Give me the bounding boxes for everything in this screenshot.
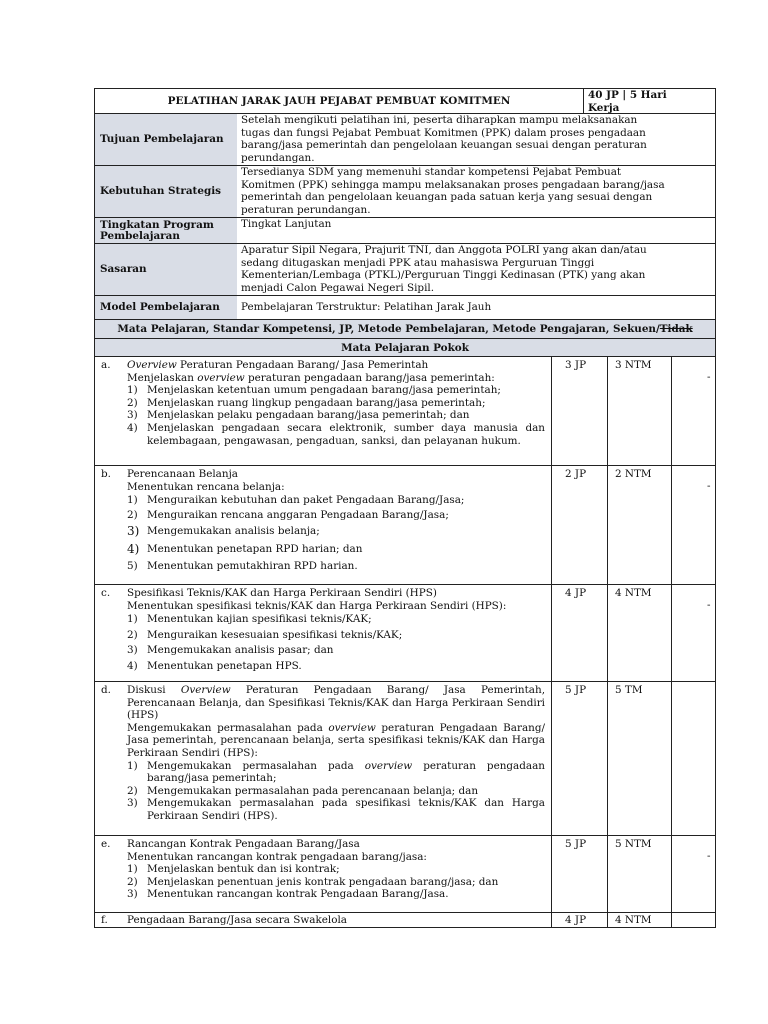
list-item: 2) Menguraikan kesesuaian spesifikasi teknis/KAK;: [127, 628, 403, 641]
subject-row-e: e. Rancangan Kontrak Pengadaan Barang/Jasa Menentukan rancangan kontrak pengadaan barang/jasa: 1) Menjelaskan bentuk dan isi kontrak; 2) Menjelaskan penentuan jenis kontrak pengadaan barang/jasa; dan 3) Menentukan rancangan kontrak Pengadaan Barang/Jasa. 5 JP 5 NTM -: [94, 836, 716, 913]
ntm-value: 5 NTM: [615, 838, 652, 850]
subject-row-a: a. Overview Peraturan Pengadaan Barang/ Jasa Pemerintah Menjelaskan overview peraturan pengadaan barang/jasa pemerintah: 1) Menjelaskan ketentuan umum pengadaan barang/jasa pemerintah; 2) Menjelaskan ruang lingkup pengadaan barang/jasa pemerintah; 3) Menjelaskan pelaku pengadaan barang/jasa pemerintah; dan 4) Menjelaskan pengadaan secara elektronik, sumber daya manusia dan kelembagaan, pengawasan, pengaduan, sanksi, dan pelayanan hukum. 3 JP 3 NTM -: [94, 357, 716, 466]
list-item: 1) Mengemukakan permasalahan pada overview peraturan pengadaan barang/jasa pemerintah;: [127, 759, 545, 785]
subject-title: Overview Peraturan Pengadaan Barang/ Jasa Pemerintah: [127, 359, 429, 371]
info-label: Tingkatan Program Pembelajaran: [100, 218, 214, 242]
sequence-value: -: [707, 480, 711, 492]
subject-intro: Menentukan rancangan kontrak pengadaan barang/jasa:: [127, 850, 427, 863]
ntm-value: 2 NTM: [615, 468, 652, 480]
list-item: 3) Mengemukakan analisis pasar; dan: [127, 644, 334, 657]
info-label: Tujuan Pembelajaran: [100, 133, 224, 146]
info-value: Tersedianya SDM yang memenuhi standar kompetensi Pejabat Pembuat Komitmen (PPK) sehingga mampu melaksanakan proses pengadaan barang/jasa pemerintah dan pengelolaan keuangan pada satuan kerja yang sesuai dengan peraturan perundangan.: [237, 166, 715, 217]
list-item: 1) Menjelaskan ketentuan umum pengadaan barang/jasa pemerintah;: [127, 384, 501, 397]
list-item: 2) Menguraikan rencana anggaran Pengadaan Barang/Jasa;: [127, 508, 449, 521]
info-value: Setelah mengikuti pelatihan ini, peserta diharapkan mampu melaksanakan tugas dan fungsi Pejabat Pembuat Komitmen (PPK) dalam proses pengadaan barang/jasa pemerintah dan pengelolaan keuangan sesuai dengan peraturan perundangan.: [237, 114, 715, 165]
subject-intro: Menjelaskan overview peraturan pengadaan barang/jasa pemerintah:: [127, 371, 495, 384]
list-item: 2) Menjelaskan ruang lingkup pengadaan barang/jasa pemerintah;: [127, 396, 486, 409]
ntm-value: 5 TM: [615, 684, 643, 696]
list-item: 4) Menentukan penetapan HPS.: [127, 659, 302, 672]
sequence-value: -: [707, 371, 711, 383]
list-item: 4) Menentukan penetapan RPD harian; dan: [127, 541, 363, 556]
document-table: [94, 88, 716, 928]
sequence-value: -: [707, 599, 711, 611]
jp-value: 2 JP: [565, 468, 587, 480]
jp-value: 4 JP: [565, 914, 587, 926]
info-row-model: [94, 296, 716, 320]
subject-row-f: f. Pengadaan Barang/Jasa secara Swakelola 4 JP 4 NTM: [94, 913, 716, 928]
ntm-value: 4 NTM: [615, 914, 652, 926]
program-duration: 40 JP | 5 Hari Kerja: [588, 89, 667, 114]
header-row: [94, 88, 716, 114]
subject-row-c: c. Spesifikasi Teknis/KAK dan Harga Perkiraan Sendiri (HPS) Menentukan spesifikasi teknis/KAK dan Harga Perkiraan Sendiri (HPS): 1) Menentukan kajian spesifikasi teknis/KAK; 2) Menguraikan kesesuaian spesifikasi teknis/KAK; 3) Mengemukakan analisis pasar; dan 4) Menentukan penetapan HPS. 4 JP 4 NTM -: [94, 585, 716, 682]
subject-intro: Mengemukakan permasalahan pada overview peraturan Pengadaan Barang/ Jasa pemerintah, perencanaan belanja, serta spesifikasi teknis/KAK dan Harga Perkiraan Sendiri (HPS):: [127, 721, 545, 759]
list-item: 3) Menentukan rancangan kontrak Pengadaan Barang/Jasa.: [127, 888, 449, 901]
program-title: PELATIHAN JARAK JAUH PEJABAT PEMBUAT KOMITMEN: [167, 94, 511, 107]
section-header-text: Mata Pelajaran, Standar Kompetensi, JP, Metode Pembelajaran, Metode Pengajaran, Sekuen/ Tidak: [117, 323, 693, 335]
section-header: [94, 320, 716, 339]
info-row-sasaran: [94, 244, 716, 296]
jp-value: 5 JP: [565, 838, 587, 850]
subject-intro: Menentukan spesifikasi teknis/KAK dan Harga Perkiraan Sendiri (HPS):: [127, 599, 507, 612]
info-row-tujuan: [94, 114, 716, 166]
subsection-header-text: Mata Pelajaran Pokok: [341, 341, 469, 354]
info-value: Tingkat Lanjutan: [237, 218, 715, 243]
info-value: Pembelajaran Terstruktur: Pelatihan Jarak Jauh: [237, 296, 715, 319]
list-item: 3) Menjelaskan pelaku pengadaan barang/jasa pemerintah; dan: [127, 409, 470, 422]
info-label: Model Pembelajaran: [100, 301, 220, 314]
info-label: Sasaran: [100, 263, 147, 276]
info-row-tingkatan: [94, 218, 716, 244]
subject-intro: Menentukan rencana belanja:: [127, 480, 285, 493]
subject-row-b: b. Perencanaan Belanja Menentukan rencana belanja: 1) Menguraikan kebutuhan dan paket Pengadaan Barang/Jasa; 2) Menguraikan rencana anggaran Pengadaan Barang/Jasa; 3) Mengemukakan analisis belanja; 4) Menentukan penetapan RPD harian; dan 5) Menentukan pemutakhiran RPD harian. 2 JP 2 NTM -: [94, 466, 716, 585]
list-item: 2) Menjelaskan penentuan jenis kontrak pengadaan barang/jasa; dan: [127, 875, 499, 888]
subsection-header: [94, 339, 716, 357]
info-row-kebutuhan: [94, 166, 716, 218]
list-item: 3) Mengemukakan permasalahan pada spesifikasi teknis/KAK dan Harga Perkiraan Sendiri (HPS).: [127, 797, 545, 822]
ntm-value: 4 NTM: [615, 587, 652, 599]
list-item: 2) Mengemukakan permasalahan pada perencanaan belanja; dan: [127, 784, 479, 797]
info-value: Aparatur Sipil Negara, Prajurit TNI, dan Anggota POLRI yang akan dan/atau sedang ditugaskan menjadi PPK atau mahasiswa Perguruan Tinggi Kementerian/Lembaga (PTKL)/Perguruan Tinggi Kedinasan (PTK) yang akan menjadi Calon Pegawai Negeri Sipil.: [237, 244, 715, 295]
list-item: 1) Menjelaskan bentuk dan isi kontrak;: [127, 863, 340, 876]
subject-row-d: d. Diskusi Overview Peraturan Pengadaan Barang/ Jasa Pemerintah, Perencanaan Belanja, dan Spesifikasi Teknis/KAK dan Harga Perkiraan Sendiri (HPS) Mengemukakan permasalahan pada overview peraturan Pengadaan Barang/ Jasa pemerintah, perencanaan belanja, serta spesifikasi teknis/KAK dan Harga Perkiraan Sendiri (HPS): 1) Mengemukakan permasalahan pada overview peraturan pengadaan barang/jasa pemerintah; 2) Mengemukakan permasalahan pada perencanaan belanja; dan 3) Mengemukakan permasalahan pada spesifikasi teknis/KAK dan Harga Perkiraan Sendiri (HPS). 5 JP 5 TM: [94, 682, 716, 836]
jp-value: 3 JP: [565, 359, 587, 371]
jp-value: 4 JP: [565, 587, 587, 599]
list-item: 1) Menguraikan kebutuhan dan paket Pengadaan Barang/Jasa;: [127, 494, 465, 507]
list-item: 4) Menjelaskan pengadaan secara elektronik, sumber daya manusia dan kelembagaan, pengawasan, pengaduan, sanksi, dan pelayanan hukum.: [127, 421, 545, 447]
subject-title: Pengadaan Barang/Jasa secara Swakelola: [127, 914, 347, 926]
subject-title: Rancangan Kontrak Pengadaan Barang/Jasa: [127, 838, 360, 850]
info-label: Kebutuhan Strategis: [100, 185, 222, 198]
list-item: 3) Mengemukakan analisis belanja;: [127, 524, 320, 539]
jp-value: 5 JP: [565, 684, 587, 696]
subject-title: Spesifikasi Teknis/KAK dan Harga Perkiraan Sendiri (HPS): [127, 587, 437, 599]
list-item: 5) Menentukan pemutakhiran RPD harian.: [127, 559, 358, 572]
subject-title: Perencanaan Belanja: [127, 468, 238, 480]
subject-title: Diskusi Overview Peraturan Pengadaan Barang/ Jasa Pemerintah, Perencanaan Belanja, dan Spesifikasi Teknis/KAK dan Harga Perkiraan Sendiri (HPS): [127, 684, 545, 722]
sequence-value: -: [707, 850, 711, 862]
list-item: 1) Menentukan kajian spesifikasi teknis/KAK;: [127, 613, 372, 626]
ntm-value: 3 NTM: [615, 359, 652, 371]
